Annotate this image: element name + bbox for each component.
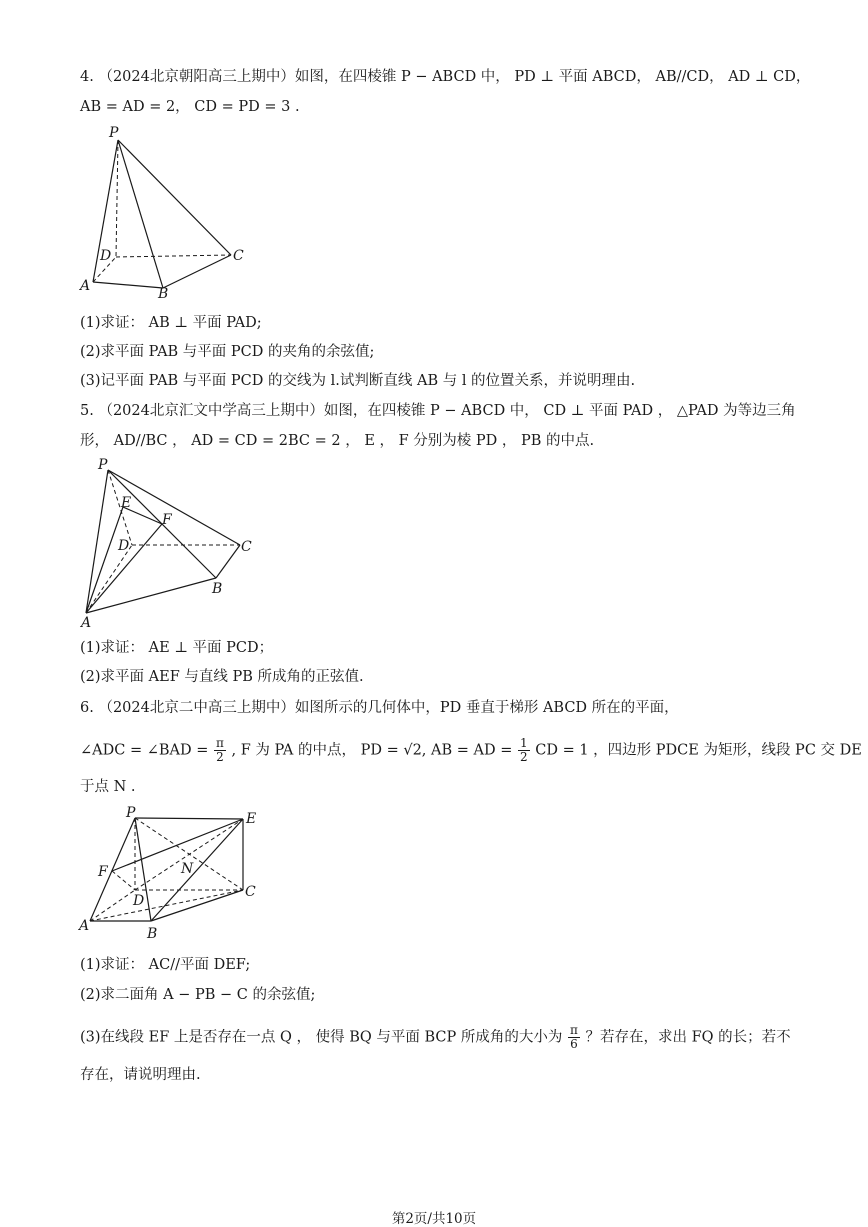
p6-label-C: C: [245, 884, 256, 900]
p4-stem-line1: 4. （2024北京朝阳高三上期中）如图，在四棱锥 P − ABCD 中， PD ⊥ 平面 ABCD， AB//CD， AD ⊥ CD，: [80, 69, 811, 85]
p5-edge-AB: [86, 578, 216, 613]
p4-figure: [78, 120, 258, 300]
p6-stem-line2: [80, 737, 862, 764]
p5-question-2: (2)求平面 AEF 与直线 PB 所成角的正弦值.: [80, 669, 364, 685]
p6-fraction-numerator: π: [569, 1023, 578, 1037]
p4-label-C: C: [233, 248, 244, 264]
p6-question-3: [80, 1024, 791, 1051]
p5-question-1: (1)求证： AE ⊥ 平面 PCD；: [80, 640, 274, 656]
p6-question-2: (2)求二面角 A − PB − C 的余弦值;: [80, 987, 316, 1003]
p6-question-3-b: ？若存在，求出 FQ 的长；若不: [585, 1029, 791, 1046]
p6-label-D: D: [133, 893, 145, 909]
p6-question-1: (1)求证： AC//平面 DEF;: [80, 957, 251, 973]
p6-fraction-denominator: 2: [216, 750, 224, 764]
p6-stem-line1: 6. （2024北京二中高三上期中）如图所示的几何体中，PD 垂直于梯形 ABCD 所在的平面，: [80, 700, 679, 716]
p4-label-D: D: [100, 248, 112, 264]
p6-fraction-one-half: [518, 737, 530, 764]
p5-label-E: E: [121, 495, 132, 511]
p6-question-3-cont: 存在，请说明理由.: [80, 1067, 201, 1083]
p5-edge-BC: [216, 545, 240, 578]
p4-question-3: (3)记平面 PAB 与平面 PCD 的交线为 l.试判断直线 AB 与 l 的位置关系，并说明理由.: [80, 373, 636, 389]
p6-fraction-numerator: 1: [520, 736, 528, 750]
p6-fraction-denominator: 6: [570, 1037, 578, 1051]
p4-stem-line2: AB = AD = 2， CD = PD = 3 .: [80, 99, 300, 115]
p5-edge-AE: [86, 507, 123, 613]
page-footer: 第2页/共10页: [391, 1211, 477, 1227]
p4-edge-BC: [163, 255, 231, 288]
p6-fraction-numerator: π: [215, 736, 224, 750]
p5-label-B: B: [212, 581, 223, 597]
p5-label-F: F: [162, 512, 172, 528]
p6-fraction-pi-over-6: [568, 1024, 580, 1051]
p4-edge-AB: [93, 282, 163, 288]
p6-stem-line2-b: , F 为 PA 的中点， PD = √2, AB = AD =: [231, 742, 513, 759]
p6-stem-line3: 于点 N .: [80, 779, 136, 795]
p4-edge-PD: [116, 140, 118, 257]
p6-edge-FD: [112, 871, 135, 890]
p6-label-F: F: [98, 864, 108, 880]
p5-stem-line2: 形， AD//BC ， AD = CD = 2BC = 2 ， E ， F 分别为棱 PD ， PB 的中点.: [80, 433, 595, 449]
p5-label-C: C: [241, 539, 252, 555]
p6-label-A: A: [79, 918, 90, 934]
p6-question-3-a: (3)在线段 EF 上是否存在一点 Q ， 使得 BQ 与平面 BCP 所成角的大小为: [80, 1029, 563, 1046]
p4-label-A: A: [80, 278, 91, 294]
p6-edge-PE: [135, 818, 243, 819]
p6-stem-line2-a: ∠ADC = ∠BAD =: [80, 742, 209, 759]
p5-label-P: P: [98, 457, 108, 473]
p4-label-B: B: [158, 286, 169, 302]
p5-stem-line1: 5. （2024北京汇文中学高三上期中）如图，在四棱锥 P − ABCD 中， CD ⊥ 平面 PAD ， △PAD 为等边三角: [80, 403, 796, 419]
p4-label-P: P: [109, 125, 119, 141]
p4-question-1: (1)求证： AB ⊥ 平面 PAD;: [80, 315, 262, 331]
p6-label-N: N: [181, 861, 194, 877]
p6-figure: [78, 803, 278, 943]
p5-label-D: D: [118, 538, 130, 554]
p5-figure: [78, 455, 268, 630]
p6-label-P: P: [126, 805, 136, 821]
p6-label-B: B: [147, 926, 158, 942]
p6-stem-line2-c: CD = 1 ，四边形 PDCE 为矩形，线段 PC 交 DE: [535, 742, 862, 759]
p6-fraction-pi-over-2: [214, 737, 226, 764]
p6-fraction-denominator: 2: [520, 750, 528, 764]
p5-label-A: A: [81, 615, 92, 631]
p6-label-E: E: [246, 811, 257, 827]
p4-edge-DC: [116, 255, 231, 257]
p6-edge-PA: [90, 818, 135, 921]
p4-question-2: (2)求平面 PAB 与平面 PCD 的夹角的余弦值;: [80, 344, 375, 360]
